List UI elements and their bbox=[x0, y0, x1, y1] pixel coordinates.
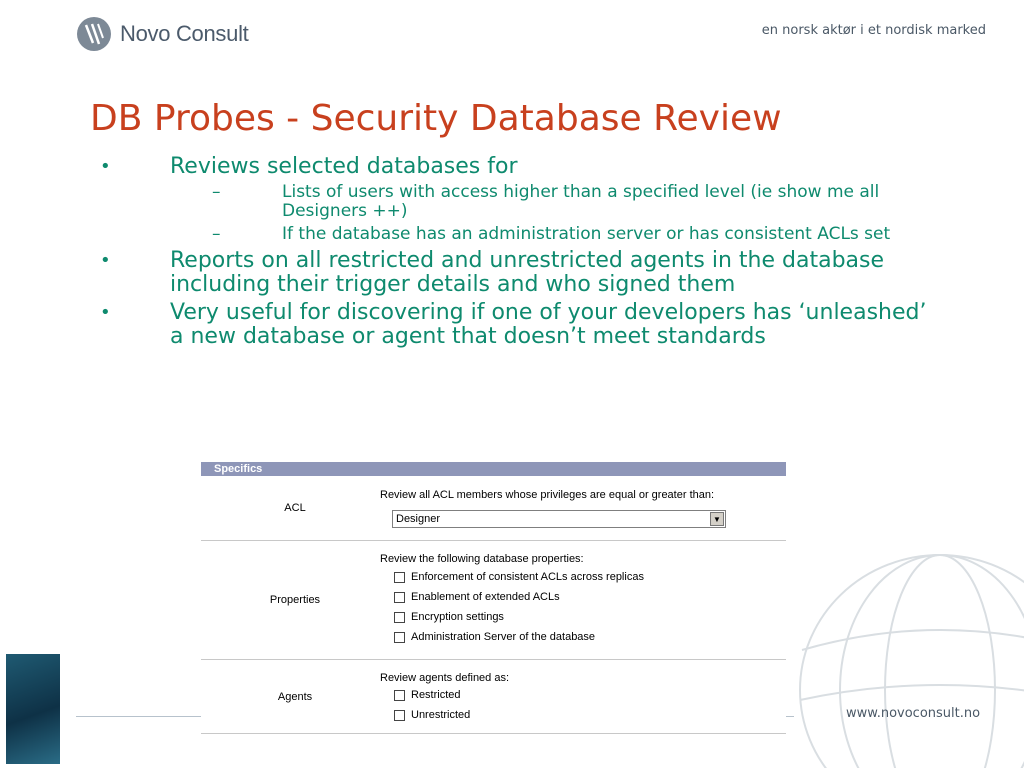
acl-level-value: Designer bbox=[396, 513, 441, 525]
checkbox[interactable] bbox=[394, 612, 405, 623]
checkbox-row[interactable] bbox=[380, 627, 644, 647]
checkbox-label: Unrestricted bbox=[411, 709, 471, 721]
properties-label: Properties bbox=[269, 594, 321, 606]
properties-row bbox=[201, 541, 786, 660]
bullet-text: Reports on all restricted and unrestricted agents in the database including their trigger details and who signed them bbox=[170, 248, 885, 297]
checkbox-label: Restricted bbox=[411, 689, 461, 701]
properties-body bbox=[380, 553, 644, 647]
bullet-list bbox=[100, 155, 930, 351]
checkbox[interactable] bbox=[394, 690, 405, 701]
checkbox-row[interactable] bbox=[380, 567, 644, 587]
bullet-dot-icon: • bbox=[100, 156, 111, 177]
acl-row bbox=[201, 476, 786, 541]
acl-prompt: Review all ACL members whose privileges are equal or greater than: bbox=[380, 489, 715, 501]
checkbox[interactable] bbox=[394, 710, 405, 721]
checkbox-label: Encryption settings bbox=[411, 611, 504, 623]
specifics-panel bbox=[201, 462, 786, 734]
sub-bullet-item bbox=[100, 183, 930, 221]
bullet-text: Very useful for discovering if one of your developers has ‘unleashed’ a new database or agent that doesn’t meet standards bbox=[170, 300, 927, 349]
handshake-photo bbox=[6, 654, 60, 764]
bullet-item bbox=[100, 155, 930, 179]
slide-title: DB Probes - Security Database Review bbox=[90, 98, 782, 139]
globe-decoration-icon bbox=[790, 540, 1024, 768]
logo-mark-icon bbox=[76, 16, 112, 52]
bullet-text: Reviews selected databases for bbox=[170, 154, 518, 179]
agents-body bbox=[380, 672, 509, 725]
checkbox-row[interactable] bbox=[380, 587, 644, 607]
agents-row bbox=[201, 660, 786, 734]
acl-body bbox=[380, 490, 780, 534]
bullet-dot-icon: • bbox=[100, 250, 111, 271]
tagline: en norsk aktør i et nordisk marked bbox=[761, 23, 986, 38]
footer-divider bbox=[76, 716, 201, 717]
checkbox-label: Administration Server of the database bbox=[411, 631, 596, 643]
checkbox[interactable] bbox=[394, 592, 405, 603]
footer-url[interactable]: www.novoconsult.no bbox=[846, 706, 981, 721]
bullet-item bbox=[100, 301, 930, 349]
bullet-dot-icon: • bbox=[100, 302, 111, 323]
bullet-item bbox=[100, 249, 930, 297]
acl-level-select[interactable] bbox=[392, 510, 726, 528]
agents-label: Agents bbox=[277, 691, 313, 703]
dash-icon: – bbox=[212, 224, 221, 244]
panel-header: Specifics bbox=[201, 462, 786, 476]
checkbox-label: Enablement of extended ACLs bbox=[411, 591, 560, 603]
dash-icon: – bbox=[212, 182, 221, 202]
checkbox-row[interactable] bbox=[380, 607, 644, 627]
acl-label: ACL bbox=[284, 502, 306, 514]
agents-prompt: Review agents defined as: bbox=[380, 672, 510, 684]
sub-bullet-text: Lists of users with access higher than a specified level (ie show me all Designers ++) bbox=[282, 182, 880, 221]
checkbox[interactable] bbox=[394, 632, 405, 643]
checkbox-row[interactable] bbox=[380, 705, 509, 725]
novo-consult-logo bbox=[76, 16, 248, 52]
sub-bullet-text: If the database has an administration server or has consistent ACLs set bbox=[282, 224, 891, 244]
properties-prompt: Review the following database properties: bbox=[380, 553, 584, 565]
checkbox-label: Enforcement of consistent ACLs across replicas bbox=[411, 571, 644, 583]
checkbox[interactable] bbox=[394, 572, 405, 583]
sub-bullet-item bbox=[100, 225, 930, 244]
dropdown-arrow-icon[interactable]: ▼ bbox=[710, 512, 724, 526]
checkbox-row[interactable] bbox=[380, 685, 509, 705]
logo-text: Novo Consult bbox=[120, 21, 249, 46]
